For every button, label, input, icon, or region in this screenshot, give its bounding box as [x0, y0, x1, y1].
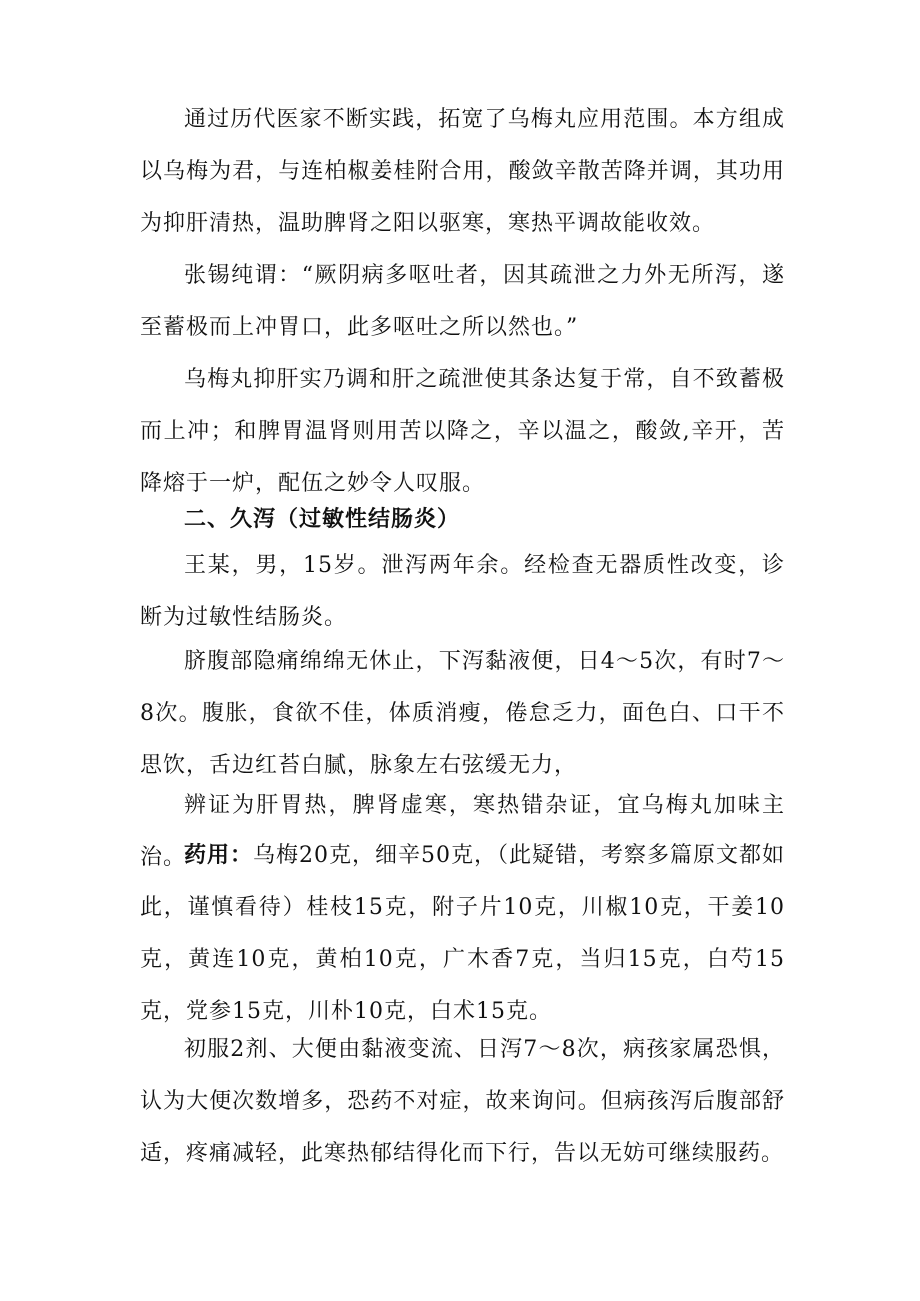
paragraph-prescription — [140, 830, 785, 1038]
paragraph-wumei-application: 通过历代医家不断实践，拓宽了乌梅丸应用范围。本方组成以乌梅为君，与连柏椒姜桂附合用，酸敛辛散苦降并调，其功用为抑肝清热，温助脾肾之阳以驱寒，寒热平调故能收效。 — [140, 107, 785, 236]
paragraph-case-intro: 王某，男，15岁。泄泻两年余。经检查无器质性改变，诊断为过敏性结肠炎。 — [140, 553, 785, 630]
prescription-label: 药用： — [184, 843, 254, 868]
paragraph-zhang-quote: 张锡纯谓：“厥阴病多呕吐者，因其疏泄之力外无所泻，遂至蓄极而上冲胃口，此多呕吐之所以然也。” — [140, 263, 785, 340]
prescription-text: 乌梅20克，细辛50克，（此疑错，考察多篇原文都如此，谨慎看待）桂枝15克，附子片10克，川椒10克，干姜10克，黄连10克，黄柏10克，广木香7克，当归15克，白芍15克，党参15克，川朴10克，白术15克。 — [140, 843, 786, 1024]
paragraph-wumei-mechanism: 乌梅丸抑肝实乃调和肝之疏泄使其条达复于常，自不致蓄极而上冲；和脾胃温肾则用苦以降之，辛以温之，酸敛,辛开，苦降熔于一炉，配伍之妙令人叹服。 — [140, 367, 785, 496]
section-heading: 二、久泻（过敏性结肠炎） — [184, 507, 461, 532]
paragraph-symptoms: 脐腹部隐痛绵绵无休止，下泻黏液便，日4～5次，有时7～8次。腹胀，食欲不佳，体质消瘦，倦怠乏力，面色白、口干不思饮，舌边红苔白腻，脉象左右弦缓无力， — [140, 649, 785, 778]
paragraph-diagnosis: 辨证为肝胃热，脾肾虚寒，寒热错杂证，宜乌梅丸加味主治。 — [140, 793, 785, 870]
paragraph-followup: 初服2剂、大便由黏液变流、日泻7～8次，病孩家属恐惧，认为大便次数增多，恐药不对症，故来询问。但病孩泻后腹部舒适，疼痛减轻，此寒热郁结得化而下行，告以无妨可继续服药。 — [140, 1037, 785, 1166]
